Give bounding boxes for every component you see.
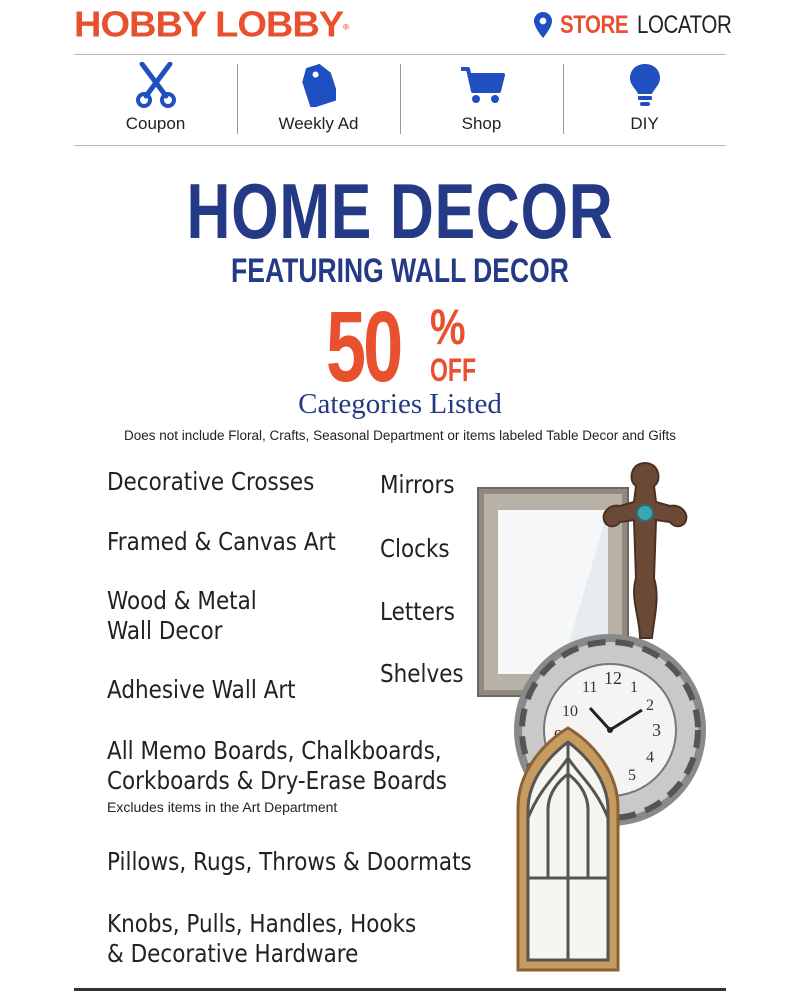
category-framed-canvas-art: Framed & Canvas Art <box>107 527 336 556</box>
svg-text:2: 2 <box>646 697 654 714</box>
category-decorative-crosses: Decorative Crosses <box>107 467 315 496</box>
category-knobs-line2: & Decorative Hardware <box>107 939 359 968</box>
svg-text:3: 3 <box>652 720 661 740</box>
discount-percent-sign: % <box>430 299 466 355</box>
category-knobs-line1: Knobs, Pulls, Handles, Hooks <box>107 909 417 938</box>
category-mirrors: Mirrors <box>380 470 455 499</box>
category-adhesive-wall-art: Adhesive Wall Art <box>107 675 296 704</box>
nav-diy-label: DIY <box>630 114 659 133</box>
logo-registered-mark: ® <box>343 22 349 32</box>
nav-divider <box>74 145 726 146</box>
category-memo-boards-note: Excludes items in the Art Department <box>107 799 338 815</box>
header <box>0 0 800 54</box>
lightbulb-icon <box>628 58 662 112</box>
category-wood-metal-line2: Wall Decor <box>107 616 223 645</box>
categories-listed-heading: Categories Listed <box>298 388 502 420</box>
discount-number: 50 <box>326 291 401 403</box>
discount-badge <box>326 291 496 403</box>
logo-text: HOBBY LOBBY <box>74 5 344 45</box>
nav-weekly-ad[interactable] <box>237 54 400 144</box>
category-shelves: Shelves <box>380 659 464 688</box>
category-pillows-rugs: Pillows, Rugs, Throws & Doormats <box>107 847 472 876</box>
promo-subtitle: FEATURING WALL DECOR <box>231 252 569 290</box>
nav-coupon-label: Coupon <box>125 114 186 133</box>
arched-window-frame-image <box>518 728 618 970</box>
category-memo-boards-line1: All Memo Boards, Chalkboards, <box>107 736 442 765</box>
cart-icon <box>459 58 505 112</box>
store-locator-locator-text: LOCATOR <box>637 10 732 39</box>
promo-title: HOME DECOR <box>186 167 614 255</box>
svg-text:4: 4 <box>646 749 654 766</box>
scissors-icon <box>136 58 176 112</box>
nav-weekly-ad-label: Weekly Ad <box>278 114 359 133</box>
wall-decor-products-image <box>470 458 710 980</box>
hobby-lobby-logo[interactable] <box>74 5 348 46</box>
svg-text:1: 1 <box>630 679 638 696</box>
nav-diy[interactable] <box>563 54 726 144</box>
svg-text:12: 12 <box>604 668 622 688</box>
location-pin-icon <box>534 12 552 38</box>
nav-coupon[interactable] <box>74 54 237 144</box>
promo-disclaimer: Does not include Floral, Crafts, Seasonal Department or items labeled Table Decor and Gifts <box>123 428 677 443</box>
discount-off-text: OFF <box>430 352 477 388</box>
store-locator-store-text: STORE <box>560 10 629 39</box>
svg-text:5: 5 <box>628 767 636 784</box>
footer-divider <box>74 988 726 991</box>
main-nav <box>74 54 726 144</box>
store-locator-link[interactable] <box>534 10 752 40</box>
tag-icon <box>302 58 336 112</box>
nav-shop-label: Shop <box>461 114 502 133</box>
svg-text:11: 11 <box>582 679 598 696</box>
svg-text:10: 10 <box>562 703 578 720</box>
category-memo-boards-line2: Corkboards & Dry-Erase Boards <box>107 766 447 795</box>
category-letters: Letters <box>380 597 455 626</box>
category-wood-metal-line1: Wood & Metal <box>107 586 257 615</box>
category-clocks: Clocks <box>380 534 450 563</box>
nav-shop[interactable] <box>400 54 563 144</box>
